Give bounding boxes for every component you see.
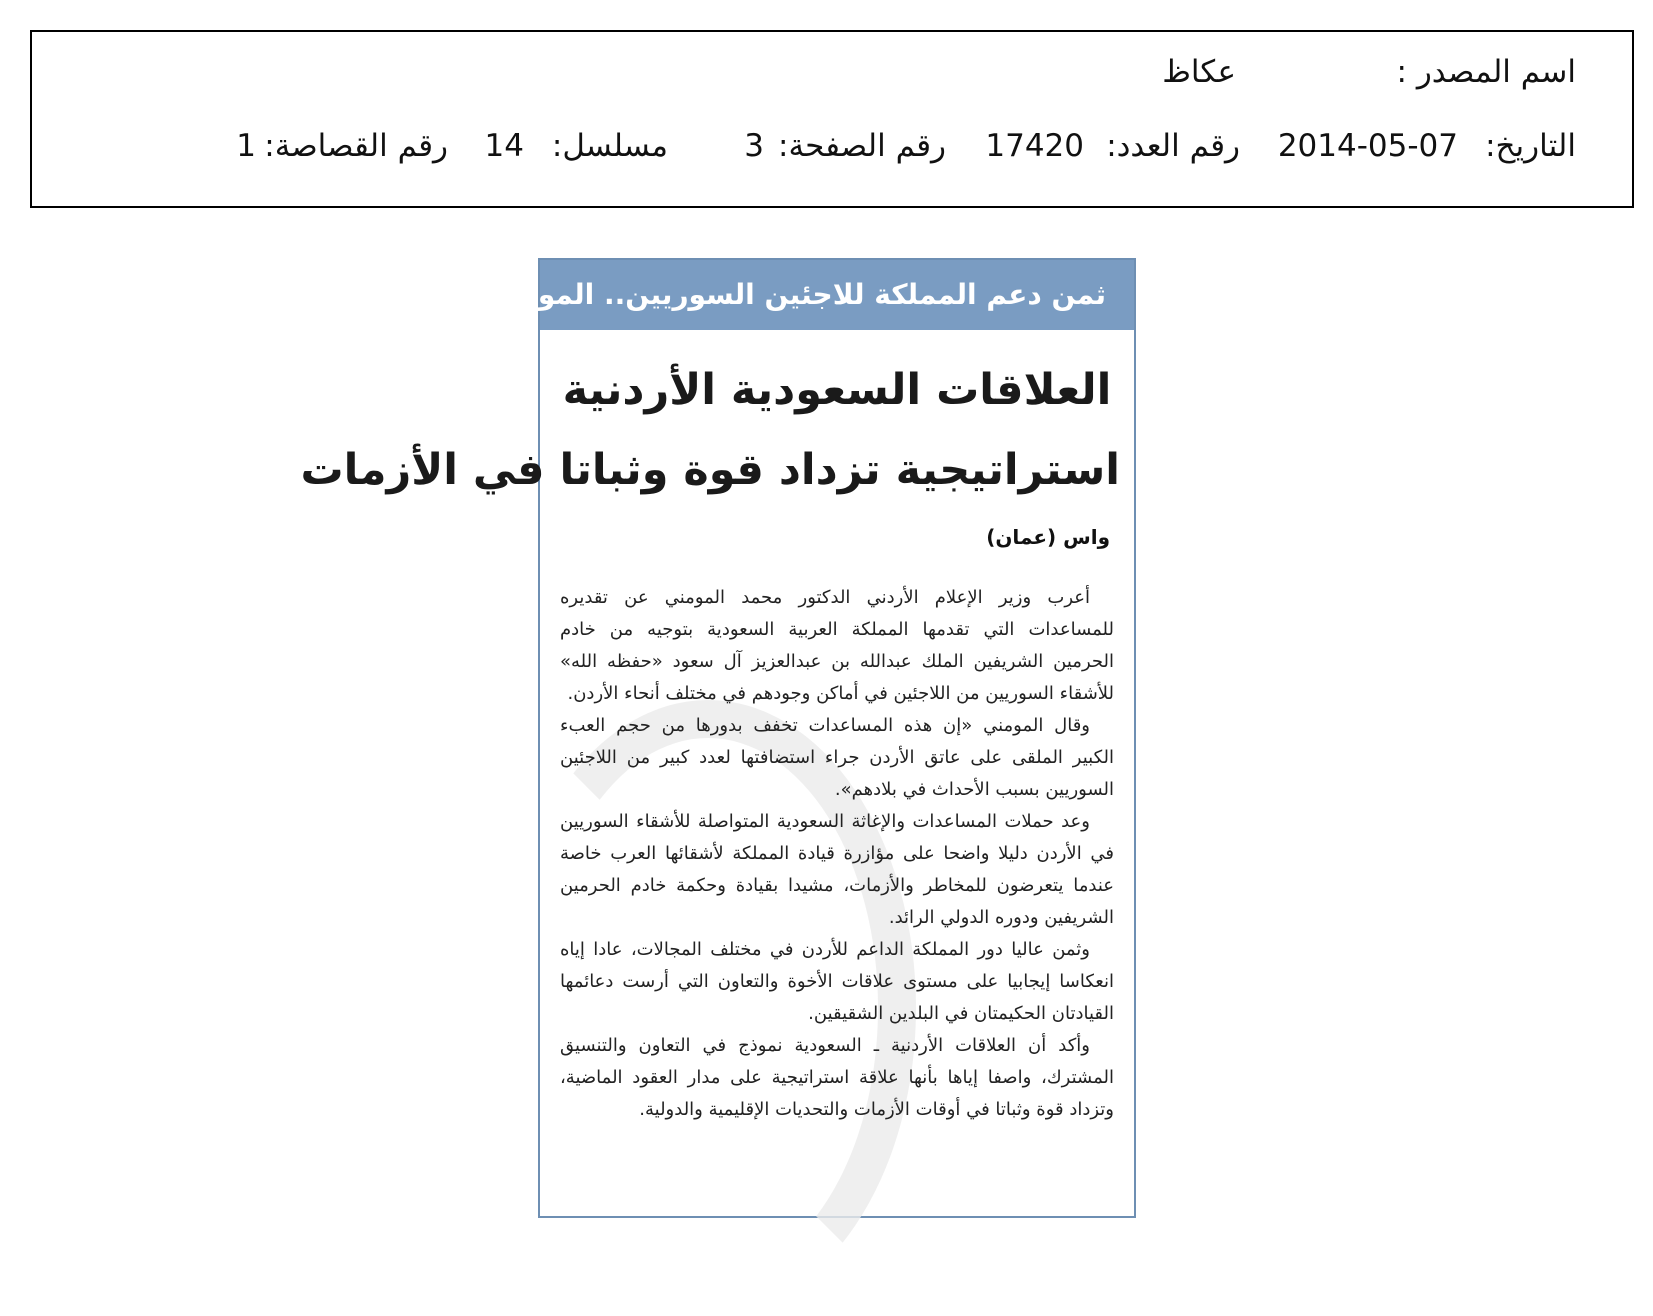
page-label: رقم الصفحة:	[778, 128, 946, 164]
source-value: عكاظ	[1162, 54, 1236, 90]
serial-value: 14	[484, 128, 524, 164]
paragraph: وعد حملات المساعدات والإغاثة السعودية المتواصلة للأشقاء السوريين في الأردن دليلا واضحا على مؤازرة قيادة المملكة لأشقائها العرب خاصة عندما يتعرضون للمخاطر والأزمات، مشيدا بقيادة وحكمة خادم الحرمين الشريفين ودوره الدولي الرائد.	[560, 811, 1114, 928]
paragraph: وثمن عاليا دور المملكة الداعم للأردن في مختلف المجالات، عادا إياه انعكاسا إيجابيا على مستوى علاقات الأخوة والتعاون التي أرست دعائمها القيادتان الحكيمتان في البلدين الشقيقين.	[560, 939, 1114, 1024]
paragraph: أعرب وزير الإعلام الأردني الدكتور محمد المومني عن تقديره للمساعدات التي تقدمها المملكة العربية السعودية بتوجيه من خادم الحرمين الشريفين الملك عبدالله بن عبدالعزيز آل سعود «حفظه الله» للأشقاء السوريين من اللاجئين في أماكن وجودهم في مختلف أنحاء الأردن.	[560, 587, 1114, 704]
date-label: التاريخ:	[1485, 128, 1576, 164]
issue-label: رقم العدد:	[1106, 128, 1240, 164]
newspaper-clipping	[300, 258, 1136, 1218]
clipping-metadata-box	[30, 30, 1634, 208]
headline-line-2: استراتيجية تزداد قوة وثباتا في الأزمات	[300, 445, 1120, 495]
issue-value: 17420	[985, 128, 1084, 164]
clip-value: 1	[236, 128, 256, 164]
paragraph: وأكد أن العلاقات الأردنية ـ السعودية نموذج في التعاون والتنسيق المشترك، واصفا إياها بأنها علاقة استراتيجية على مدار العقود الماضية، وتزداد قوة وثباتا في أوقات الأزمات والتحديات الإقليمية والدولية.	[560, 1035, 1114, 1120]
source-label: اسم المصدر :	[1396, 54, 1576, 90]
headline-line-1: العلاقات السعودية الأردنية	[562, 365, 1112, 415]
article-body	[560, 582, 1114, 1126]
page-value: 3	[744, 128, 764, 164]
paragraph: وقال المومني «إن هذه المساعدات تخفف بدورها من حجم العبء الكبير الملقى على عاتق الأردن جراء استضافتها لعدد كبير من اللاجئين السوريين بسبب الأحداث في بلادهم».	[560, 715, 1114, 800]
article-kicker: ثمن دعم المملكة للاجئين السوريين.. المومني:	[540, 260, 1134, 330]
article-headline	[300, 350, 1120, 510]
date-value: 2014-05-07	[1277, 128, 1458, 164]
serial-label: مسلسل:	[551, 128, 668, 164]
clip-label: رقم القصاصة:	[264, 128, 448, 164]
article-byline: واس (عمان)	[986, 525, 1110, 549]
